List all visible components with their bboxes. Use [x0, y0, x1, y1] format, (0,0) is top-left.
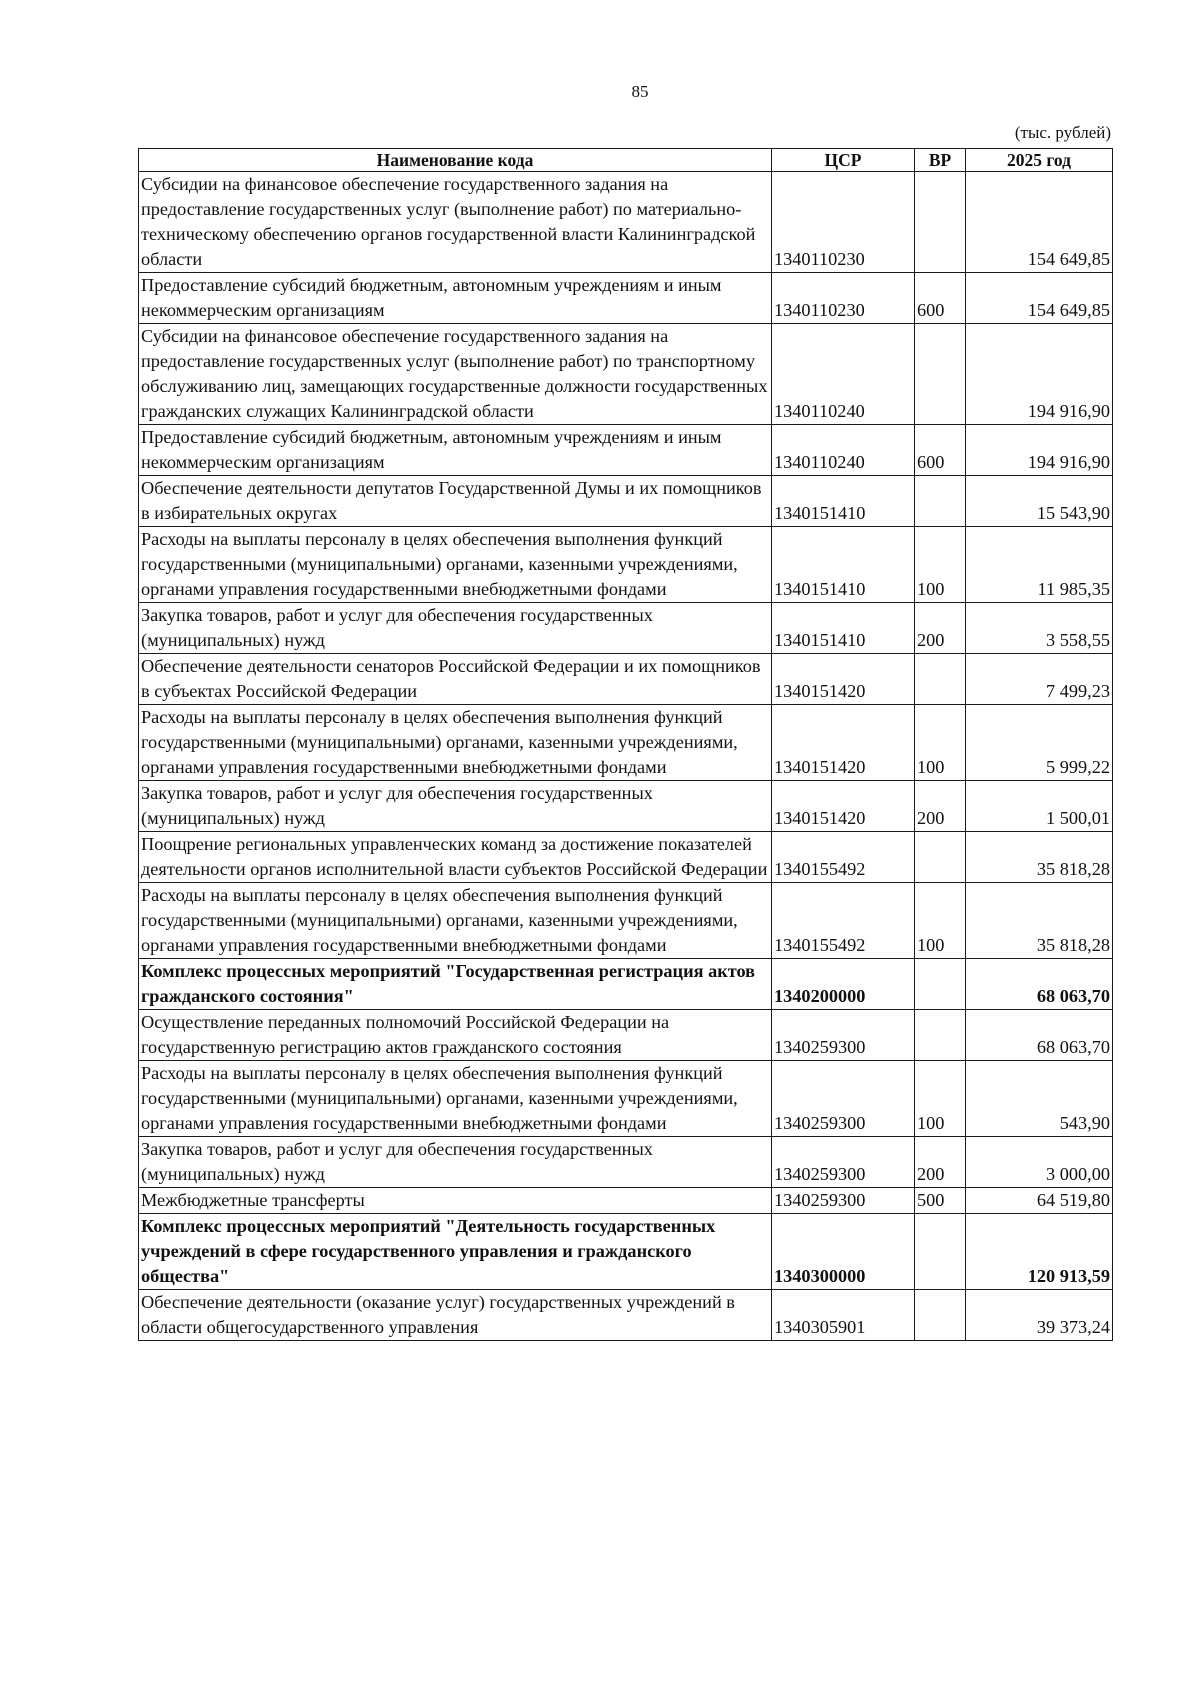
units-note: (тыс. рублей): [1014, 123, 1111, 142]
row-csr: 1340259300: [772, 1061, 915, 1137]
table-row: [139, 1137, 1113, 1188]
row-amount: 15 543,90: [966, 476, 1113, 527]
row-vr: [915, 1214, 966, 1290]
table-row: [139, 1188, 1113, 1214]
table-row: [139, 273, 1113, 324]
table-row: [139, 527, 1113, 603]
row-csr: 1340151410: [772, 603, 915, 654]
row-csr: 1340151410: [772, 527, 915, 603]
row-name: Субсидии на финансовое обеспечение государственного задания на предоставление государственных услуг (выполнение работ) по материально-техническому обеспечению органов государственной власти Калининградской области: [139, 172, 772, 273]
row-vr: [915, 959, 966, 1010]
table-row: [139, 654, 1113, 705]
row-amount: 39 373,24: [966, 1290, 1113, 1341]
row-amount: 7 499,23: [966, 654, 1113, 705]
row-csr: 1340259300: [772, 1010, 915, 1061]
row-name: Предоставление субсидий бюджетным, автономным учреждениям и иным некоммерческим организациям: [139, 273, 772, 324]
row-name: Обеспечение деятельности депутатов Государственной Думы и их помощников в избирательных округах: [139, 476, 772, 527]
table-row: [139, 832, 1113, 883]
row-csr: 1340259300: [772, 1137, 915, 1188]
row-amount: 194 916,90: [966, 324, 1113, 425]
row-csr: 1340300000: [772, 1214, 915, 1290]
table-row: [139, 781, 1113, 832]
row-name: Межбюджетные трансферты: [139, 1188, 772, 1214]
row-amount: 68 063,70: [966, 959, 1113, 1010]
table-row: [139, 1010, 1113, 1061]
table-row: [139, 425, 1113, 476]
row-vr: 600: [915, 273, 966, 324]
row-amount: 64 519,80: [966, 1188, 1113, 1214]
table-header-row: [139, 149, 1113, 172]
row-amount: 154 649,85: [966, 172, 1113, 273]
row-vr: 500: [915, 1188, 966, 1214]
row-name: Осуществление переданных полномочий Российской Федерации на государственную регистрацию актов гражданского состояния: [139, 1010, 772, 1061]
row-name: Расходы на выплаты персоналу в целях обеспечения выполнения функций государственными (муниципальными) органами, казенными учреждениями, органами управления государственными внебюджетными фондами: [139, 705, 772, 781]
table-row: [139, 603, 1113, 654]
header-csr: ЦСР: [772, 149, 915, 172]
table-row: [139, 1061, 1113, 1137]
row-amount: 3 558,55: [966, 603, 1113, 654]
row-csr: 1340151410: [772, 476, 915, 527]
row-name: Комплекс процессных мероприятий "Государственная регистрация актов гражданского состояния": [139, 959, 772, 1010]
table-row: [139, 172, 1113, 273]
row-csr: 1340110230: [772, 172, 915, 273]
row-vr: 100: [915, 705, 966, 781]
row-vr: 200: [915, 1137, 966, 1188]
table-row: [139, 1290, 1113, 1341]
row-vr: [915, 832, 966, 883]
row-csr: 1340305901: [772, 1290, 915, 1341]
row-amount: 11 985,35: [966, 527, 1113, 603]
row-name: Субсидии на финансовое обеспечение государственного задания на предоставление государственных услуг (выполнение работ) по транспортному обслуживанию лиц, замещающих государственные должности государственных гражданских служащих Калининградской области: [139, 324, 772, 425]
row-name: Закупка товаров, работ и услуг для обеспечения государственных (муниципальных) нужд: [139, 781, 772, 832]
row-csr: 1340110240: [772, 425, 915, 476]
row-amount: 120 913,59: [966, 1214, 1113, 1290]
row-amount: 68 063,70: [966, 1010, 1113, 1061]
row-name: Комплекс процессных мероприятий "Деятельность государственных учреждений в сфере государственного управления и гражданского общества": [139, 1214, 772, 1290]
row-csr: 1340200000: [772, 959, 915, 1010]
row-csr: 1340151420: [772, 654, 915, 705]
row-amount: 1 500,01: [966, 781, 1113, 832]
row-name: Обеспечение деятельности сенаторов Российской Федерации и их помощников в субъектах Российской Федерации: [139, 654, 772, 705]
row-vr: 600: [915, 425, 966, 476]
page-number: 85: [631, 82, 649, 101]
row-amount: 35 818,28: [966, 883, 1113, 959]
row-amount: 3 000,00: [966, 1137, 1113, 1188]
table-row: [139, 324, 1113, 425]
row-amount: 194 916,90: [966, 425, 1113, 476]
header-vr: ВР: [915, 149, 966, 172]
row-csr: 1340151420: [772, 781, 915, 832]
table-row-section: [139, 1214, 1113, 1290]
header-year: 2025 год: [966, 149, 1113, 172]
row-amount: 5 999,22: [966, 705, 1113, 781]
row-csr: 1340110230: [772, 273, 915, 324]
row-name: Закупка товаров, работ и услуг для обеспечения государственных (муниципальных) нужд: [139, 1137, 772, 1188]
row-vr: [915, 324, 966, 425]
row-vr: 100: [915, 883, 966, 959]
table-row: [139, 883, 1113, 959]
row-vr: [915, 1290, 966, 1341]
row-name: Закупка товаров, работ и услуг для обеспечения государственных (муниципальных) нужд: [139, 603, 772, 654]
row-amount: 35 818,28: [966, 832, 1113, 883]
table-row-section: [139, 959, 1113, 1010]
table-row: [139, 705, 1113, 781]
row-name: Поощрение региональных управленческих команд за достижение показателей деятельности органов исполнительной власти субъектов Российской Федерации: [139, 832, 772, 883]
row-vr: 100: [915, 527, 966, 603]
row-name: Расходы на выплаты персоналу в целях обеспечения выполнения функций государственными (муниципальными) органами, казенными учреждениями, органами управления государственными внебюджетными фондами: [139, 527, 772, 603]
row-csr: 1340110240: [772, 324, 915, 425]
row-csr: 1340155492: [772, 883, 915, 959]
row-vr: [915, 654, 966, 705]
row-csr: 1340151420: [772, 705, 915, 781]
budget-table: [138, 148, 1113, 1341]
row-amount: 543,90: [966, 1061, 1113, 1137]
row-vr: 100: [915, 1061, 966, 1137]
row-vr: 200: [915, 603, 966, 654]
row-vr: 200: [915, 781, 966, 832]
row-csr: 1340259300: [772, 1188, 915, 1214]
row-name: Обеспечение деятельности (оказание услуг) государственных учреждений в области общегосударственного управления: [139, 1290, 772, 1341]
row-vr: [915, 172, 966, 273]
row-amount: 154 649,85: [966, 273, 1113, 324]
row-name: Расходы на выплаты персоналу в целях обеспечения выполнения функций государственными (муниципальными) органами, казенными учреждениями, органами управления государственными внебюджетными фондами: [139, 883, 772, 959]
row-name: Предоставление субсидий бюджетным, автономным учреждениям и иным некоммерческим организациям: [139, 425, 772, 476]
row-vr: [915, 1010, 966, 1061]
row-vr: [915, 476, 966, 527]
table-row: [139, 476, 1113, 527]
row-csr: 1340155492: [772, 832, 915, 883]
header-name: Наименование кода: [139, 149, 772, 172]
row-name: Расходы на выплаты персоналу в целях обеспечения выполнения функций государственными (муниципальными) органами, казенными учреждениями, органами управления государственными внебюджетными фондами: [139, 1061, 772, 1137]
